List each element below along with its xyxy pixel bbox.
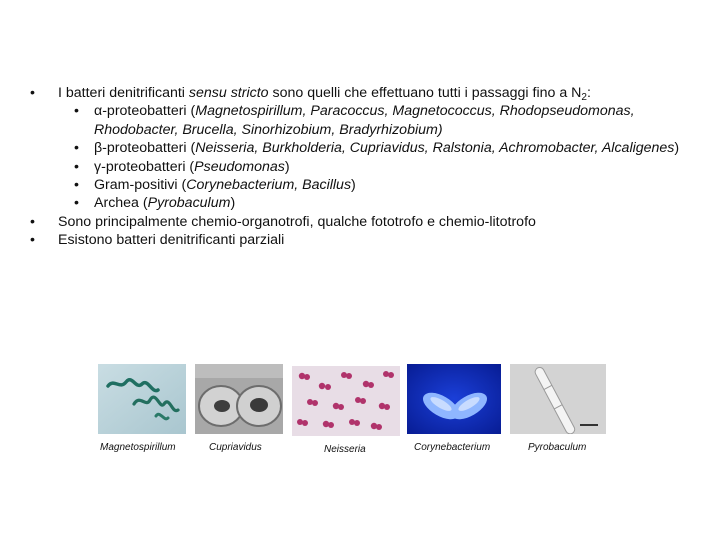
pyrobaculum-image (510, 364, 606, 434)
sub-bullet-alpha-proteobatteri (28, 102, 708, 139)
bullet-text-italic: Pseudomonas (194, 158, 285, 175)
figure-caption: Corynebacterium (414, 442, 491, 453)
bullet-text-italic: Neisseria, Burkholderia, Cupriavidus, Ralstonia, Achromobacter, Alcaligenes (195, 140, 675, 157)
bullet-dot: • (30, 213, 35, 230)
magnetospirillum-micrograph (98, 364, 186, 434)
bullet-text: ) (284, 158, 290, 175)
bullet-text: α-proteobatteri ( (94, 103, 196, 120)
bullet-dot: • (30, 232, 35, 249)
figure-caption: Magnetospirillum (100, 442, 176, 453)
cupriavidus-image (195, 364, 283, 434)
bullet-text: ) (230, 195, 236, 212)
bullet-text: sono quelli che effettuano tutti i passaggi fino a N (268, 85, 582, 101)
magnetospirillum-image (98, 364, 186, 434)
neisseria-image (292, 366, 400, 436)
bullet-dot: • (74, 195, 79, 212)
bullet-dot: • (74, 158, 79, 175)
cupriavidus-micrograph (195, 364, 283, 434)
subscript: 2 (581, 92, 587, 103)
bullet-text-italic: Corynebacterium, Bacillus (186, 177, 352, 194)
neisseria-micrograph (292, 366, 400, 436)
bullet-text: ) (351, 177, 356, 194)
bullet-dot: • (30, 85, 35, 101)
sub-bullet-gamma-proteobatteri (28, 158, 708, 176)
bullet-text: : (586, 85, 591, 101)
bullet-denitrificanti-parziali (28, 231, 708, 249)
bullet-denitrificanti-sensu-stricto (28, 84, 708, 102)
bullet-dot: • (74, 103, 79, 120)
bullet-text: Gram-positivi ( (94, 177, 187, 194)
bullet-text-italic: Pyrobaculum (147, 195, 231, 212)
figure-caption: Neisseria (324, 444, 366, 455)
bullet-chemio-organotrofi (28, 213, 708, 231)
bullet-text: Archea ( (94, 195, 148, 212)
figure-caption: Pyrobaculum (528, 442, 587, 453)
corynebacterium-micrograph (407, 364, 501, 434)
bullet-dot: • (74, 177, 79, 194)
bullet-text: I batteri denitrificanti (58, 85, 189, 101)
sub-bullet-beta-proteobatteri (28, 139, 708, 157)
bullet-text-italic: Magnetospirillum, Paracoccus, Magnetococcus, Rhodopseudomonas, Rhodobacter, Brucella, Sinorhizobium, Bradyrhizobium) (94, 103, 635, 138)
bullet-dot: • (74, 140, 79, 157)
bullet-text: Sono principalmente chemio-organotrofi, qualche fototrofo e chemio-litotrofo (58, 213, 536, 230)
bullet-text: β-proteobatteri ( (94, 140, 196, 157)
bullet-text: Esistono batteri denitrificanti parziali (58, 232, 285, 249)
bullet-text: γ-proteobatteri ( (94, 158, 195, 175)
bullet-text: ) (674, 140, 680, 157)
pyrobaculum-micrograph (510, 364, 606, 434)
bullet-text-italic: sensu stricto (188, 85, 269, 101)
figure-caption: Cupriavidus (209, 442, 262, 453)
sub-bullet-gram-positivi (28, 176, 708, 194)
sub-bullet-archea (28, 194, 708, 212)
bullet-list (28, 84, 708, 250)
corynebacterium-image (407, 364, 501, 434)
